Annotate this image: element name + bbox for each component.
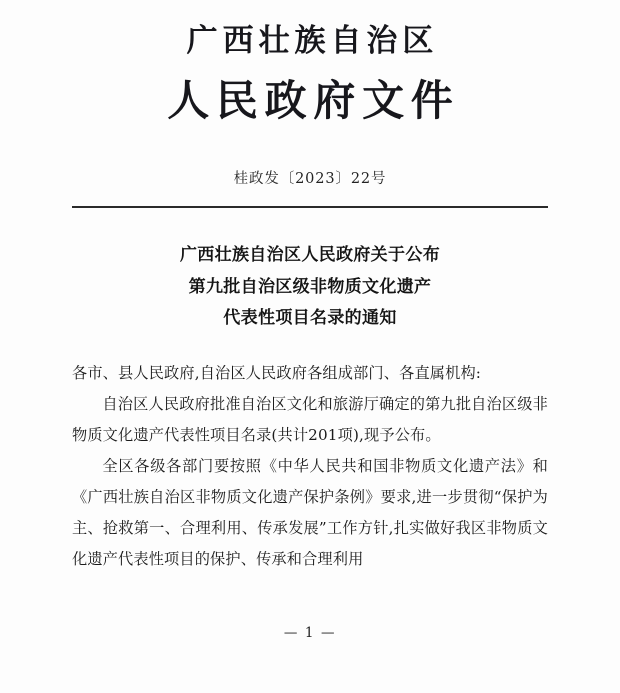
- page-number: — 1 —: [283, 625, 337, 641]
- document-body: [72, 358, 548, 574]
- document-title: [72, 240, 548, 334]
- salutation: 各市、县人民政府,自治区人民政府各组成部门、各直属机构:: [72, 364, 482, 383]
- body-paragraph-1: 自治区人民政府批准自治区文化和旅游厅确定的第九批自治区级非物质文化遗产代表性项目名录(共计201项),现予公布。: [72, 395, 548, 445]
- document-number: 桂政发〔2023〕22号: [233, 171, 387, 188]
- document-title-line-3: 代表性项目名录的通知: [223, 307, 397, 328]
- masthead-document-type: 人民政府文件: [167, 76, 460, 125]
- masthead: [72, 0, 548, 123]
- body-paragraph-2: 全区各级各部门要按照《中华人民共和国非物质文化遗产法》和《广西壮族自治区非物质文化遗产保护条例》要求,进一步贯彻“保护为主、抢救第一、合理利用、传承发展”工作方针,扎实做好我区非物质文化遗产代表性项目的保护、传承和合理利用: [72, 456, 548, 568]
- document-title-line-2: 第九批自治区级非物质文化遗产: [188, 276, 432, 297]
- document-title-line-1: 广西壮族自治区人民政府关于公布: [179, 245, 441, 266]
- horizontal-rule: [72, 206, 548, 208]
- masthead-region-name: 广西壮族自治区: [186, 23, 439, 59]
